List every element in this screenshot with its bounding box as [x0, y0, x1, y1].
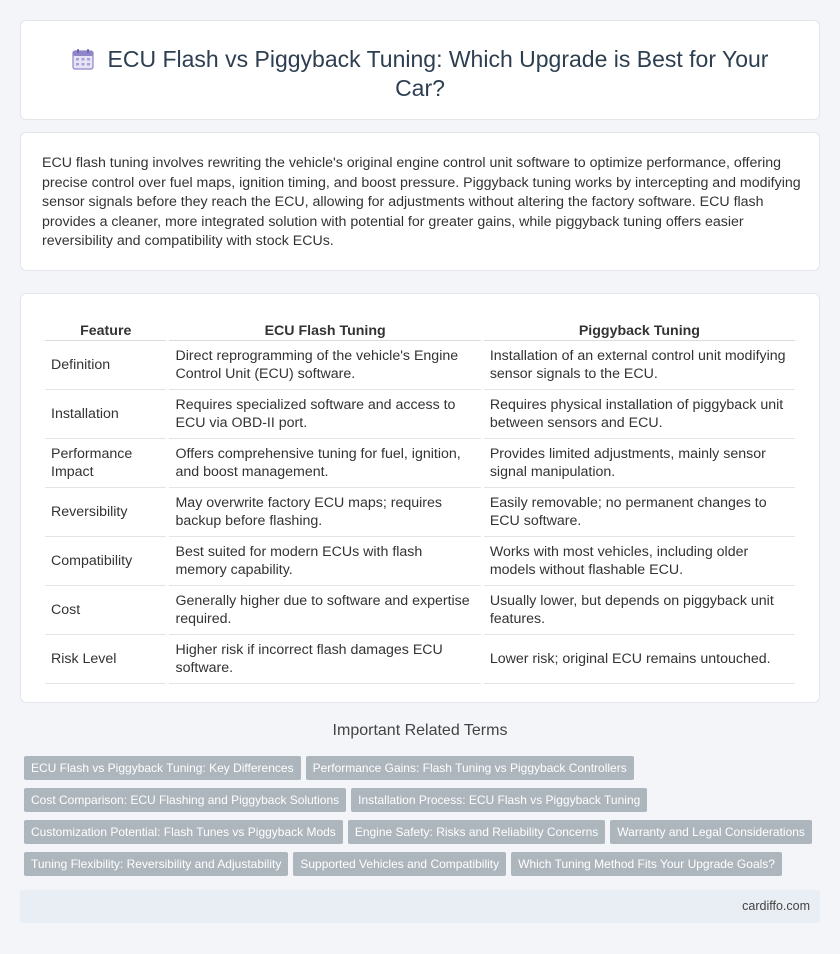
table-row: [45, 341, 795, 390]
header-piggyback: Piggyback Tuning: [484, 314, 795, 341]
table-row: [45, 635, 795, 684]
related-terms-list: [24, 756, 824, 884]
row-piggyback: Installation of an external control unit modifying sensor signals to the ECU.: [484, 341, 795, 390]
related-term-link[interactable]: Performance Gains: Flash Tuning vs Piggyback Controllers: [306, 756, 634, 780]
row-ecu-flash: Direct reprogramming of the vehicle's Engine Control Unit (ECU) software.: [169, 341, 480, 390]
related-term-link[interactable]: Customization Potential: Flash Tunes vs Piggyback Mods: [24, 820, 343, 844]
row-ecu-flash: Higher risk if incorrect flash damages ECU software.: [169, 635, 480, 684]
header-ecu-flash: ECU Flash Tuning: [169, 314, 480, 341]
row-feature: Installation: [45, 390, 166, 439]
row-feature: Reversibility: [45, 488, 166, 537]
row-piggyback: Requires physical installation of piggyback unit between sensors and ECU.: [484, 390, 795, 439]
related-term-link[interactable]: Warranty and Legal Considerations: [610, 820, 812, 844]
related-term-link[interactable]: Tuning Flexibility: Reversibility and Adjustability: [24, 852, 288, 876]
header-feature: Feature: [45, 314, 166, 341]
row-ecu-flash: May overwrite factory ECU maps; requires backup before flashing.: [169, 488, 480, 537]
comparison-table: [42, 314, 798, 684]
row-ecu-flash: Offers comprehensive tuning for fuel, ignition, and boost management.: [169, 439, 480, 488]
intro-card: [20, 132, 820, 271]
related-term-link[interactable]: ECU Flash vs Piggyback Tuning: Key Differences: [24, 756, 301, 780]
footer-site-link[interactable]: cardiffo.com: [742, 899, 810, 913]
row-feature: Performance Impact: [45, 439, 166, 488]
row-ecu-flash: Requires specialized software and access to ECU via OBD-II port.: [169, 390, 480, 439]
table-row: [45, 390, 795, 439]
row-piggyback: Easily removable; no permanent changes to ECU software.: [484, 488, 795, 537]
row-feature: Cost: [45, 586, 166, 635]
title-card: [20, 20, 820, 120]
row-piggyback: Provides limited adjustments, mainly sensor signal manipulation.: [484, 439, 795, 488]
related-term-link[interactable]: Cost Comparison: ECU Flashing and Piggyback Solutions: [24, 788, 346, 812]
page-title-container: [61, 45, 779, 103]
row-piggyback: Works with most vehicles, including older models without flashable ECU.: [484, 537, 795, 586]
related-term-link[interactable]: Which Tuning Method Fits Your Upgrade Goals?: [511, 852, 782, 876]
related-term-link[interactable]: Engine Safety: Risks and Reliability Concerns: [348, 820, 605, 844]
row-feature: Definition: [45, 341, 166, 390]
related-term-link[interactable]: Installation Process: ECU Flash vs Piggyback Tuning: [351, 788, 647, 812]
table-row: [45, 439, 795, 488]
table-row: [45, 537, 795, 586]
row-feature: Risk Level: [45, 635, 166, 684]
footer: [20, 890, 820, 923]
row-ecu-flash: Generally higher due to software and expertise required.: [169, 586, 480, 635]
row-ecu-flash: Best suited for modern ECUs with flash memory capability.: [169, 537, 480, 586]
comparison-card: [20, 293, 820, 703]
table-header-row: [45, 314, 795, 341]
related-term-link[interactable]: Supported Vehicles and Compatibility: [293, 852, 506, 876]
related-terms-heading: Important Related Terms: [332, 722, 508, 739]
table-row: [45, 586, 795, 635]
row-piggyback: Usually lower, but depends on piggyback unit features.: [484, 586, 795, 635]
table-row: [45, 488, 795, 537]
calendar-icon: [72, 48, 94, 70]
row-feature: Compatibility: [45, 537, 166, 586]
page-title: ECU Flash vs Piggyback Tuning: Which Upgrade is Best for Your Car?: [107, 46, 769, 101]
intro-paragraph: ECU flash tuning involves rewriting the vehicle's original engine control unit software to optimize performance, offering precise control over fuel maps, ignition timing, and boost pressure. Piggyback tuning works by intercepting and modifying sensor signals before they reach the ECU, allowing for adjustments without altering the factory software. ECU flash provides a cleaner, more integrated solution with potential for greater gains, while piggyback tuning offers easier reversibility and compatibility with stock ECUs.: [42, 155, 801, 249]
row-piggyback: Lower risk; original ECU remains untouched.: [484, 635, 795, 684]
